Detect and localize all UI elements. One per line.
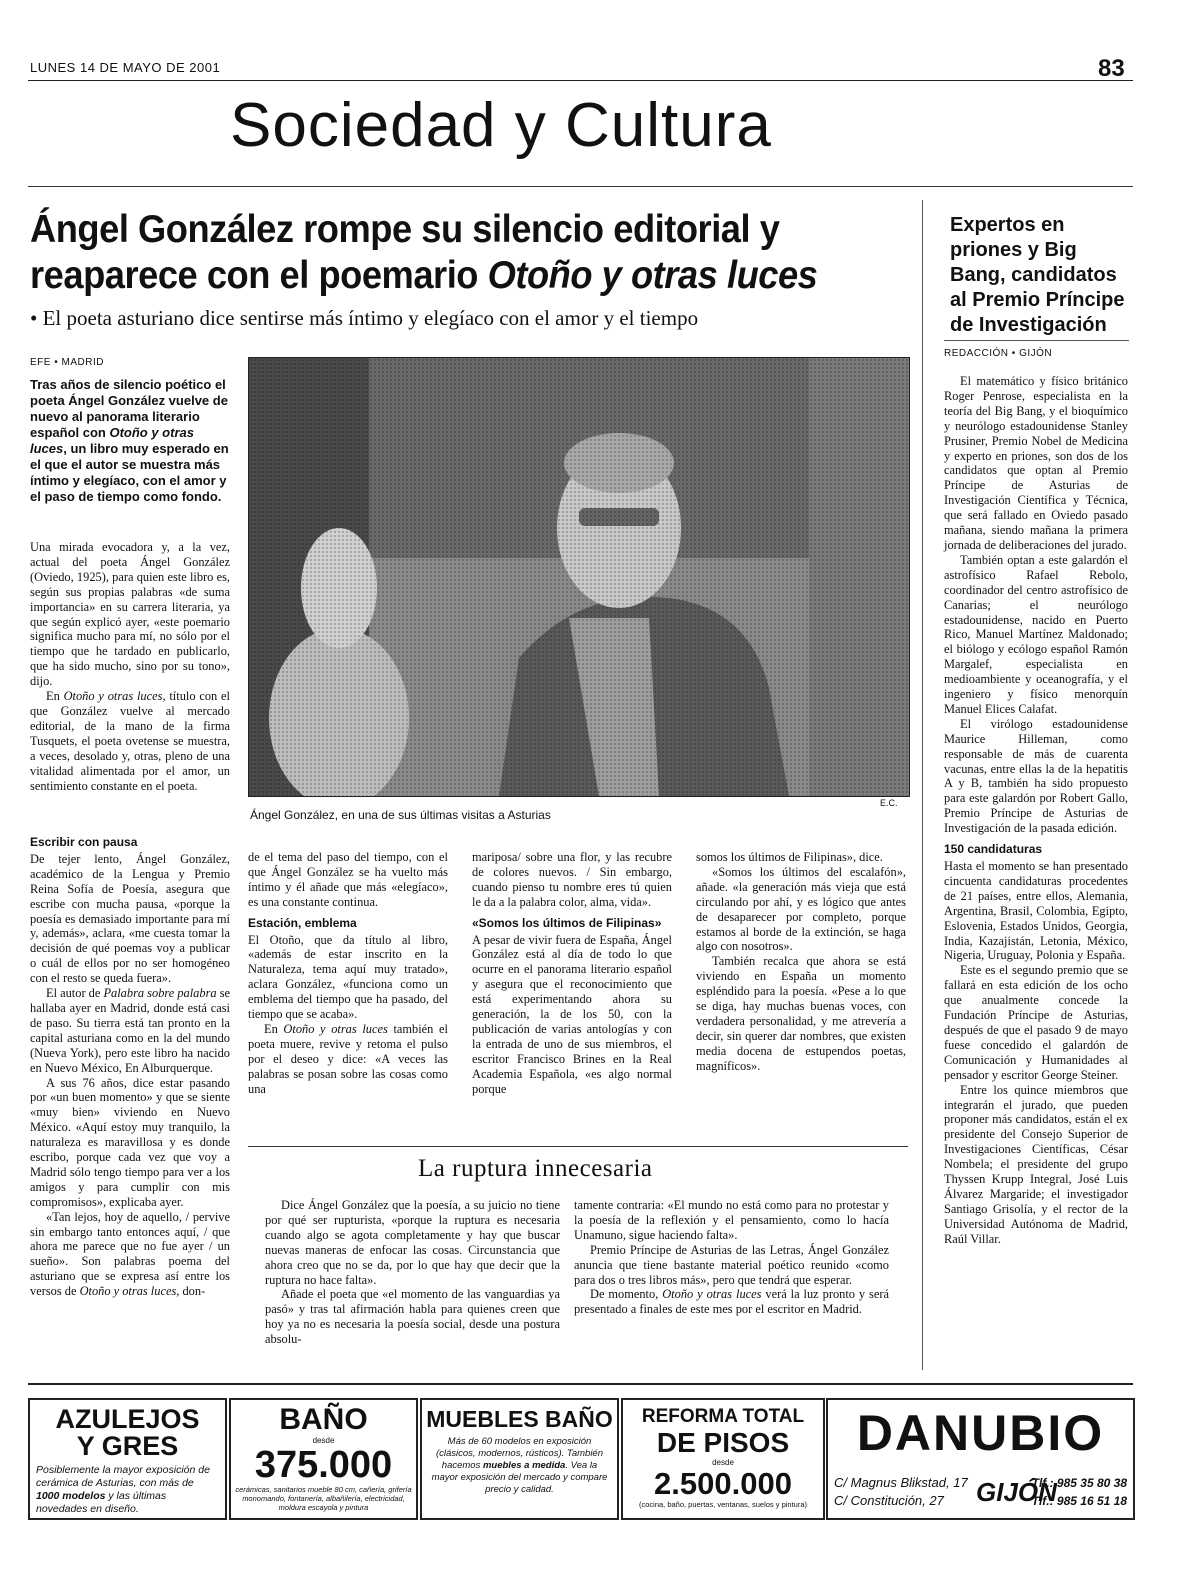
ad-reforma-price: 2.500.000 [654,1466,792,1501]
article-column-3 [472,850,672,1097]
ad-danubio-brand: DANUBIO [856,1405,1105,1461]
ad-muebles-text [422,1432,617,1496]
text: también el poeta muere, revive y retoma el pulso por el deseo y dice: «A veces las palabras se posan sobre las cosas como una [248,1021,448,1096]
ad-reforma [621,1398,825,1520]
paragraph: El Otoño, que da título al libro, «además de estar inscrito en la Naturaleza, tema aquí muy tratado», aclara González, «funciona como un emblema del tiempo que ha pasado, del tiempo que se acaba». [248,932,448,1022]
photo-credit: E.C. [880,798,898,808]
paragraph: Este es el segundo premio que se fallará en esta edición de los ocho que anualmente concede la Fundación Príncipe de Asturias, después de que el pasado 9 de mayo fuese concedido el galardón de Comunicación y Humanidades al pensador y escritor George Steiner. [944,963,1128,1082]
book-title: Palabra sobre palabra [103,986,217,1001]
paragraph: Premio Príncipe de Asturias de las Letras, Ángel González anuncia que tiene bastante material poético reunido «como para dos o tres libros más», pero que tendrá que esperar. [574,1242,889,1287]
ad-danubio [826,1398,1135,1520]
ad-azulejos-title-2: Y GRES [76,1431,179,1461]
paragraph [30,986,230,1075]
book-title: Otoño y otras luces [79,1284,177,1299]
article-column-2 [248,850,448,1097]
photo-illustration [249,358,909,796]
ad-muebles [420,1398,619,1520]
ad-danubio-phone-1: Tlf.: 985 35 80 38 [1031,1476,1127,1490]
column-divider [922,200,923,1370]
header-rule [28,80,1133,81]
text: verá la luz pronto y será presentado a finales de este mes por el escritor en Madrid. [574,1287,889,1317]
ad-danubio-phones [1032,1474,1127,1510]
paragraph: Entre los quince miembros que integrarán el jurado, que pueden proponer más candidatos, están el ex presidente del Consejo Superior de Investigaciones Científicas, César Nombela; el presidente del grupo Thyssen Krupp Integral, José Luis Álvarez Margaride; el investigador Santiago Grisolía, y el rector de la Universidad Autónoma de Madrid, Raúl Villar. [944,1082,1128,1246]
sidebar-rule [944,340,1129,341]
headline-line-2-text: reaparece con el poemario [30,254,488,297]
paragraph: A pesar de vivir fuera de España, Ángel González está al día de todo lo que ocurre en el panorama literario español y asegura que el reconocimiento que está experimentando ahora su generación, la de los 50, con la publicación de varias antologías y con la entrada de uno de sus miembros, el escritor Francisco Brines en la Real Academia Española, «es algo normal porque [472,932,672,1096]
headline-book-title: Otoño y otras luces [487,254,818,297]
ad-danubio-address-2: C/ Constitución, 27 [834,1493,944,1508]
article-photo [248,357,910,797]
ad-bano-text: cerámicas, sanitarios mueble 80 cm, cañería, grifería monomando, fontanería, albañilería, electricidad, moldura escayola y pintura [235,1485,412,1512]
ad-reforma-title-1: REFORMA TOTAL [641,1406,805,1427]
book-title: Otoño y otras luces [283,1021,388,1036]
paragraph: «Somos los últimos del escalafón», añade. «la generación más vieja que está circulando por ahí, y es lógico que antes de desaparecer por completo, porque estamos al borde de la extinción, se haga algo con nosotros». [696,864,906,954]
article-headline [30,207,858,299]
text: . Vea la mayor exposición del mercado y compare precio y calidad. [431,1460,608,1495]
article-subhead: • El poeta asturiano dice sentirse más íntimo y elegíaco con el amor y el tiempo [30,306,699,330]
text: , don- [176,1284,206,1299]
paragraph: El virólogo estadounidense Maurice Hilleman, como responsable de más de cuarenta vacunas, entre ellas la de la hepatitis A y B, también ha sido propuesto para este galardón por Robert Gallo, Premio Príncipe de Asturias de Investigación de la pasada edición. [944,716,1128,836]
article-byline: EFE • MADRID [30,357,104,368]
article-column-4 [696,850,906,1074]
ad-azulejos-title-1: AZULEJOS [55,1404,200,1434]
ad-danubio-address-1: C/ Magnus Blikstad, 17 [834,1475,968,1490]
ad-danubio-city: GIJÓN [976,1477,1057,1507]
text: se hallaba ayer en Madrid, donde está casi de paso. Su tierra está tan pronto en la capital asturiana como en la del mundo (Nueva York), pero este libro ha nacido en Nuevo México, En Alburquerque. [30,986,231,1075]
text: Posiblemente la mayor exposición de cerámica de Asturias, con más de [36,1464,210,1489]
subheading-candidaturas: 150 candidaturas [944,842,1043,857]
ads-rule [28,1383,1133,1385]
ad-reforma-from: desde [712,1458,734,1467]
text: En [46,689,64,704]
text: El autor de [46,986,104,1001]
text: , título con el que González vuelve al mercado editorial, de la mano de la firma Tusquets, el poeta ovetense se muestra, a veces, desolado y, otras, pleno de una vitalidad alimentada por el amor, un sentimiento constante en el poeta. [30,689,230,793]
ad-bano-price: 375.000 [254,1444,393,1486]
headline-line-1: Ángel González rompe su silencio editorial y [30,208,780,251]
ad-danubio-addresses [834,1474,968,1510]
page-number: 83 [1098,55,1125,82]
box-rule [248,1146,908,1147]
ad-danubio-phone-2: Tlf.: 985 16 51 18 [1031,1494,1127,1508]
lede-text-c: , un libro muy esperado en el que el autor se muestra más íntimo y elegíaco, con el amor y el paso de tiempo como fondo. [30,441,229,504]
text: De momento, [590,1287,663,1302]
paragraph: mariposa/ sobre una flor, y las recubre de colores nuevos. / Sin embargo, cuando pienso tu nombre eres tú quien le da a la palabra color, alma, vida». [472,850,672,909]
box-column-2 [574,1198,889,1317]
box-title: La ruptura innecesaria [418,1155,653,1182]
photo-caption: Ángel González, en una de sus últimas visitas a Asturias [250,808,551,822]
ad-reforma-text: (cocina, baño, puertas, ventanas, suelos y pintura) [638,1500,807,1509]
text: y las últimas novedades en diseño. [36,1490,167,1515]
paragraph: También optan a este galardón el astrofísico Rafael Rebolo, coordinador del centro astrofísico de Canarias; el neurólogo estadounidense, nacido en Puerto Rico, Manuel Martínez Maldonado; el biólogo y ecólogo español Ramón Margalef, especialista en medioambiente y oceanografía, y el ingeniero y físico menorquín Manuel Elices Calafat. [944,552,1128,716]
text: «Tan lejos, hoy de aquello, / pervive sin embargo tanto entonces aquí, / que ahora me parece que no fue ayer / un sueño». Son palabras poema del asturiano que se expresa así entre los versos de [30,1209,230,1299]
section-title: Sociedad y Cultura [230,91,772,160]
text: Más de 60 modelos en exposición (clásicos, modernos, rústicos). También hacemos [435,1436,603,1471]
subheading-escribir: Escribir con pausa [30,835,138,849]
article-lede [30,377,230,505]
subheading-estacion: Estación, emblema [248,915,357,930]
paragraph [30,689,230,793]
paragraph [574,1287,889,1317]
paragraph: de el tema del paso del tiempo, con el que Ángel González se ha vuelto más íntimo y él añade que más «elegíaco», es una constante continua. [248,850,448,909]
paragraph [30,1210,230,1299]
paragraph: somos los últimos de Filipinas», dice. [696,850,883,864]
highlight: muebles a medida [482,1460,566,1471]
paragraph: De tejer lento, Ángel González, académico de la Lengua y Premio Reina Sofía de Poesía, asegura que escribe con mucha pausa, «porque la poesía es demasiado importante para mí y, además», aclara, «me cuesta tomar la decisión de qué poemas voy a publicar o cuál de ellos por no ser homogéneo con el resto se queda fuera». [30,851,230,986]
headline-line-2 [30,253,858,299]
paragraph: Una mirada evocadora y, a la vez, actual del poeta Ángel González (Oviedo, 1925), para quien este libro es, según sus propias palabras «de suma importancia» en su carrera literaria, ya que según explicó ayer, «este poemario significa mucho para mí, no sólo por el tiempo que he tardado en publicarlo, que ha sido mucho, sino por su tono», dijo. [30,540,230,689]
section-rule [28,186,1133,187]
highlight: 1000 modelos [36,1490,106,1502]
ad-azulejos [28,1398,227,1520]
ad-bano-title: BAÑO [279,1403,368,1436]
sidebar-headline: Expertos en priones y Big Bang, candidatos al Premio Príncipe de Investigación [950,214,1125,336]
ad-muebles-title: MUEBLES BAÑO [426,1406,613,1432]
paragraph: También recalca que ahora se está viviendo en España un momento espléndido para la poesía. «Pese a lo que se diga, hay muchas buenas voces, con verdadera personalidad, y me atrevería a decir, sin querer dar nombres, que existen media docena de estupendos poetas, magníficos». [696,954,906,1073]
sidebar-body [944,374,1128,1247]
sidebar-byline: REDACCIÓN • GIJÓN [944,348,1053,359]
paragraph: A sus 76 años, dice estar pasando por «un buen momento» y que se siente «muy bien» viviendo en Nuevo México. «Aquí estoy muy tranquilo, la naturaleza es maravillosa y es donde escribo, porque cada vez que voy a Madrid sólo tengo tiempo para ver a los amigos y para cumplir con mis compromisos», explicaba ayer. [30,1075,230,1209]
subheading-filipinas: «Somos los últimos de Filipinas» [472,915,662,930]
paragraph: Dice Ángel González que la poesía, a su juicio no tiene por qué ser rupturista, «porque la ruptura es necesaria cuando algo se agota completamente y hay que buscar nuevas maneras de enfocar las cosas. Circunstancia que ahora creo que no se da, por lo que hay que decir que la ruptura no hace falta». [265,1198,560,1287]
ad-reforma-title-2: DE PISOS [656,1427,790,1458]
paragraph: Añade el poeta que «el momento de las vanguardias ya pasó» y tras tal afirmación habla para quienes creen que hoy ya no es necesaria la poesía social, desde una postura absolu- [265,1287,560,1347]
lede-text-a: Tras años de silencio poético el poeta Ángel González vuelve de nuevo al panorama literario español con [30,377,228,440]
ad-bano [229,1398,418,1520]
ad-bano-from: desde [312,1436,335,1445]
ad-azulejos-text [30,1460,225,1516]
paragraph: Hasta el momento se han presentado cincuenta candidaturas procedentes de 21 países, entre ellos, Alemania, Argentina, Brasil, Colombia, Egipto, Eslovenia, Estados Unidos, Georgia, India, Kazajistán, Letonia, México, Nigeria, Uruguay, Polonia y España. [944,859,1128,963]
lede-book-title: Otoño y otras luces [30,425,194,456]
box-column-1 [265,1198,560,1347]
paragraph: tamente contraria: «El mundo no está como para no protestar y la poesía de la reflexión y el pensamiento, como lo hacía Unamuno, sigue haciendo falta». [574,1198,889,1242]
article-column-1-bottom [30,835,230,1299]
paragraph: El matemático y físico británico Roger Penrose, especialista en la teoría del Big Bang, y el bioquímico y neurólogo estadounidense Stanley Prusiner, Premio Nobel de Medicina y experto en priones, son dos de los candidatos que optan al Premio Príncipe de Asturias de Investigación Científica y Técnica, que será fallado en Oviedo pasado mañana, siendo mañana la primera jornada de deliberaciones del jurado. [944,374,1128,552]
text: En [264,1021,284,1036]
paragraph [248,1022,448,1097]
book-title: Otoño y otras luces [662,1287,762,1302]
article-column-1-top [30,540,230,793]
page-date: LUNES 14 DE MAYO DE 2001 [30,60,221,75]
book-title: Otoño y otras luces [63,689,163,704]
